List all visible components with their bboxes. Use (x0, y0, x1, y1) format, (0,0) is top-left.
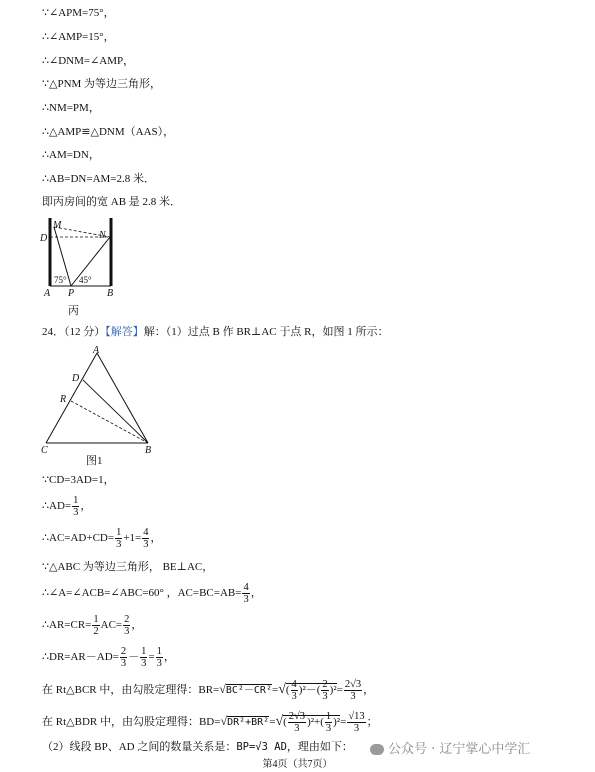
proof-line-8: ∴AB=DN=AM=2.8 米． (42, 173, 156, 185)
math-line-2: ∴AD= $\frac{1}{3}$ ， (42, 495, 92, 518)
room-figure (38, 214, 128, 306)
label-P: P (68, 288, 75, 299)
fig1-label-B: B (145, 445, 152, 456)
proof-line-4: ∵△PNM 为等边三角形， (42, 78, 162, 90)
page-footer: 第4页（共7页） (262, 759, 333, 770)
question-number: 24．（12 分） (42, 326, 106, 338)
proof-line-7: ∴AM=DN， (42, 149, 100, 161)
math-line-9: 在 Rt△BDR 中，由勾股定理得：BD=√DR²+BR²=√( $\frac{2√3}{3}$ )²+( $\frac{1}{3}$ )²= $\frac{√13}{3}$ ； (42, 711, 378, 734)
fig1-label-R: R (60, 394, 67, 405)
proof-line-3: ∴∠DNM=∠AMP， (42, 55, 135, 67)
label-B: B (107, 288, 114, 299)
math-line-3: ∴AC=AD+CD= $\frac{1}{3}$ +1= $\frac{4}{3}$ ， (42, 527, 162, 550)
math-line-10: （2）线段 BP、AD 之间的数量关系是：BP=√3 AD，理由如下： (42, 741, 353, 753)
proof-line-5: ∴NM=PM， (42, 102, 100, 114)
fig1-label-A: A (93, 345, 100, 356)
figure-caption-bing: 丙 (68, 305, 79, 317)
proof-conclusion: 即丙房间的宽 AB 是 2.8 米． (42, 196, 182, 208)
answer-tag: 【解答】 (105, 326, 144, 338)
side-ac (46, 353, 97, 443)
math-line-8: 在 Rt△BCR 中，由勾股定理得：BR=√BC²－CR²=√( $\frac{4}{3}$ )²－( $\frac{2}{3}$ )²= $\frac{2√3}{3}$ ， (42, 679, 375, 702)
label-N: N (99, 230, 106, 241)
math-line-7: ∴DR=AR－AD= $\frac{2}{3}$ － $\frac{1}{3}$ = $\frac{1}{3}$ ， (42, 646, 175, 669)
proof-line-6: ∴△AMP≌△DNM（AAS）， (42, 126, 175, 138)
label-M: M (53, 220, 62, 231)
fig1-label-D: D (72, 373, 80, 384)
math-line-1: ∵CD=3AD=1， (42, 474, 115, 486)
proof-line-1: ∵∠APM=75°， (42, 7, 115, 19)
question-text: 解：（1）过点 B 作 BR⊥AC 于点 R，如图 1 所示： (143, 326, 389, 338)
segment-db (83, 380, 148, 443)
fig1-caption: 图1 (86, 455, 103, 467)
fig1-label-C: C (41, 445, 48, 456)
relation-formula: BP=√3 AD (236, 741, 287, 753)
math-line-6: ∴AR=CR= $\frac{1}{2}$ AC= $\frac{2}{3}$ ， (42, 614, 143, 637)
question-24-header (42, 325, 388, 339)
label-D: D (40, 233, 48, 244)
math-line-4: ∵△ABC 为等边三角形， BE⊥AC， (42, 561, 214, 573)
proof-line-2: ∴∠AMP=15°， (42, 31, 115, 43)
wechat-icon (370, 744, 384, 755)
math-line-5: ∴∠A=∠ACB=∠ABC=60° ，AC=BC=AB= $\frac{4}{3}$ ， (42, 582, 262, 605)
label-angle-45: 45° (79, 275, 92, 285)
side-ab (97, 353, 148, 443)
watermark: 公众号 · 辽宁掌心中学汇 (370, 738, 530, 757)
label-A: A (44, 288, 51, 299)
triangle-figure-1 (40, 345, 160, 450)
label-angle-75: 75° (54, 275, 67, 285)
